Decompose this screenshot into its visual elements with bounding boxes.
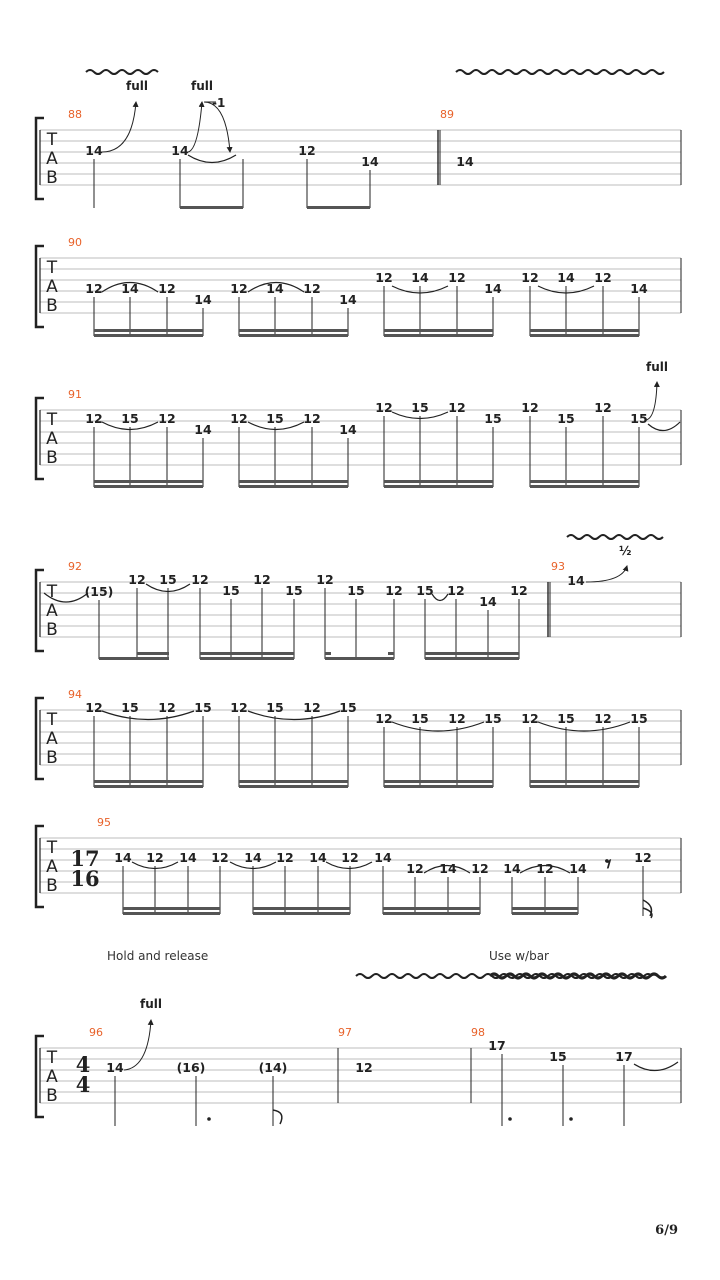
fret-number: 12 <box>303 700 321 715</box>
slur <box>188 155 236 163</box>
fret-number: 14 <box>411 270 429 285</box>
fret-number: 12 <box>85 281 103 296</box>
tab-clef-t: T <box>46 130 58 150</box>
fret-number: 12 <box>510 583 528 598</box>
tab-clef-a: A <box>46 149 58 169</box>
tab-clef-a: A <box>46 601 58 621</box>
fret-number: 14 <box>456 154 474 169</box>
fret-number: 15 <box>266 411 284 426</box>
fret-number: 17 <box>488 1038 506 1053</box>
fret-number: 12 <box>211 850 229 865</box>
fret-number: 14 <box>106 1060 124 1075</box>
bend-label: full <box>191 79 213 93</box>
bend-arrow <box>102 102 136 152</box>
tab-clef-b: B <box>46 748 58 768</box>
fret-number: 12 <box>594 400 612 415</box>
fret-number: 14 <box>569 861 587 876</box>
tab-clef-b: B <box>46 876 58 896</box>
fret-number: 12 <box>375 711 393 726</box>
fret-number: 12 <box>634 850 652 865</box>
tab-clef-a: A <box>46 429 58 449</box>
fret-number: 14 <box>309 850 327 865</box>
fret-number: 12 <box>128 572 146 587</box>
fret-number: 12 <box>521 400 539 415</box>
hold-release-text: Hold and release <box>107 949 209 963</box>
fret-number: 15 <box>549 1049 567 1064</box>
bend-arrow <box>586 566 627 582</box>
fret-number: 12 <box>594 270 612 285</box>
fret-number: 12 <box>158 411 176 426</box>
fret-number: 14 <box>339 422 357 437</box>
row-4 <box>44 535 663 660</box>
fret-number: 15 <box>159 572 177 587</box>
fret-number: 15 <box>557 711 575 726</box>
time-signature-top: 17 <box>70 846 100 871</box>
fret-number: 14 <box>339 292 357 307</box>
tab-clef-a: A <box>46 277 58 297</box>
fret-number: 15 <box>411 711 429 726</box>
release-label: -1 <box>212 96 226 110</box>
bend-label: full <box>140 997 162 1011</box>
fret-number: 12 <box>230 700 248 715</box>
bend-label: full <box>126 79 148 93</box>
measure-number: 90 <box>68 236 82 249</box>
fret-number: 15 <box>121 411 139 426</box>
measure-number: 98 <box>471 1026 485 1039</box>
fret-number: 12 <box>375 270 393 285</box>
fret-number: 12 <box>230 281 248 296</box>
fret-number: 15 <box>630 711 648 726</box>
fret-number: 12 <box>341 850 359 865</box>
fret-number: 14 <box>503 861 521 876</box>
vibrato-line <box>456 70 664 74</box>
page-number: 6/9 <box>655 1223 678 1238</box>
measure-number: 89 <box>440 108 454 121</box>
fret-number: 12 <box>406 861 424 876</box>
tab-clef-t: T <box>46 710 58 730</box>
fret-number: 12 <box>253 572 271 587</box>
staff <box>36 118 681 199</box>
tab-clef-t: T <box>46 838 58 858</box>
row-3 <box>68 360 680 488</box>
fret-number: 15 <box>347 583 365 598</box>
fret-number: 12 <box>191 572 209 587</box>
fret-number: 17 <box>615 1049 633 1064</box>
row-1 <box>68 70 664 209</box>
tab-clef-b: B <box>46 620 58 640</box>
row-2 <box>68 236 648 337</box>
bend-label: ½ <box>619 544 632 558</box>
tab-clef-t: T <box>46 582 58 602</box>
tab-clef-a: A <box>46 1067 58 1087</box>
measure-number: 95 <box>97 816 111 829</box>
fret-number: 14 <box>121 281 139 296</box>
fret-number: 12 <box>298 143 316 158</box>
fret-number: 12 <box>146 850 164 865</box>
fret-number: 15 <box>557 411 575 426</box>
fret-number: 12 <box>385 583 403 598</box>
fret-number: 14 <box>479 594 497 609</box>
fret-number: 12 <box>303 281 321 296</box>
row-5 <box>68 688 648 788</box>
fret-number: 12 <box>303 411 321 426</box>
fret-number: 12 <box>448 270 466 285</box>
tab-clef-b: B <box>46 1086 58 1106</box>
tab-clef-a: A <box>46 729 58 749</box>
fret-number: 15 <box>484 711 502 726</box>
tab-clef-t: T <box>46 1048 58 1068</box>
bend-arrow <box>124 1020 151 1070</box>
fret-number: 15 <box>222 583 240 598</box>
fret-number: 12 <box>355 1060 373 1075</box>
fret-number: 12 <box>375 400 393 415</box>
fret-number: 14 <box>374 850 392 865</box>
measure-number: 93 <box>551 560 565 573</box>
use-bar-text: Use w/bar <box>489 949 549 963</box>
fret-number: 15 <box>630 411 648 426</box>
fret-number: 12 <box>448 711 466 726</box>
measure-number: 94 <box>68 688 82 701</box>
tie <box>634 1062 678 1071</box>
fret-number: 14 <box>557 270 575 285</box>
fret-number: 15 <box>121 700 139 715</box>
fret-number: 15 <box>416 583 434 598</box>
measure-number: 96 <box>89 1026 103 1039</box>
fret-number: (15) <box>84 584 114 599</box>
fret-number: 12 <box>521 711 539 726</box>
fret-number: 12 <box>158 281 176 296</box>
fret-number: 12 <box>594 711 612 726</box>
fret-number: 12 <box>471 861 489 876</box>
row-6 <box>70 816 652 918</box>
measure-number: 88 <box>68 108 82 121</box>
tab-clef-t: T <box>46 410 58 430</box>
fret-number: 14 <box>244 850 262 865</box>
fret-number: 12 <box>85 411 103 426</box>
measure-number: 97 <box>338 1026 352 1039</box>
fret-number: 15 <box>194 700 212 715</box>
time-signature-top: 4 <box>75 1052 91 1077</box>
fret-number: (14) <box>258 1060 288 1075</box>
fret-number: 12 <box>230 411 248 426</box>
fret-number: 14 <box>266 281 284 296</box>
time-signature-bottom: 4 <box>75 1072 91 1097</box>
fret-number: 12 <box>521 270 539 285</box>
fret-number: 15 <box>339 700 357 715</box>
fret-number: 14 <box>484 281 502 296</box>
fret-number: 15 <box>484 411 502 426</box>
staff <box>36 1036 681 1117</box>
fret-number: 15 <box>411 400 429 415</box>
fret-number: 12 <box>85 700 103 715</box>
tab-clef-a: A <box>46 857 58 877</box>
measure-number: 91 <box>68 388 82 401</box>
fret-number: 14 <box>439 861 457 876</box>
tab-clef-b: B <box>46 168 58 188</box>
fret-number: 15 <box>266 700 284 715</box>
time-signature-bottom: 16 <box>70 866 100 891</box>
fret-number: 14 <box>567 573 585 588</box>
fret-number: (16) <box>176 1060 206 1075</box>
vibrato-line <box>86 70 158 74</box>
fret-number: 14 <box>179 850 197 865</box>
fret-number: 12 <box>276 850 294 865</box>
fret-number: 14 <box>194 292 212 307</box>
fret-number: 14 <box>171 143 189 158</box>
fret-number: 15 <box>285 583 303 598</box>
fret-number: 14 <box>194 422 212 437</box>
fret-number: 12 <box>316 572 334 587</box>
fret-number: 14 <box>630 281 648 296</box>
tab-clef-b: B <box>46 448 58 468</box>
fret-number: 14 <box>361 154 379 169</box>
fret-number: 12 <box>536 861 554 876</box>
bend-arrow <box>188 102 202 152</box>
eighth-rest: 𝄾 <box>605 849 612 878</box>
measure-number: 92 <box>68 560 82 573</box>
tab-clef-t: T <box>46 258 58 278</box>
fret-number: 12 <box>447 583 465 598</box>
row-7 <box>76 949 678 1126</box>
tab-clef-b: B <box>46 296 58 316</box>
fret-number: 14 <box>114 850 132 865</box>
fret-number: 12 <box>448 400 466 415</box>
bend-label: full <box>646 360 668 374</box>
fret-number: 14 <box>85 143 103 158</box>
fret-number: 12 <box>158 700 176 715</box>
vibrato-line <box>567 535 663 539</box>
